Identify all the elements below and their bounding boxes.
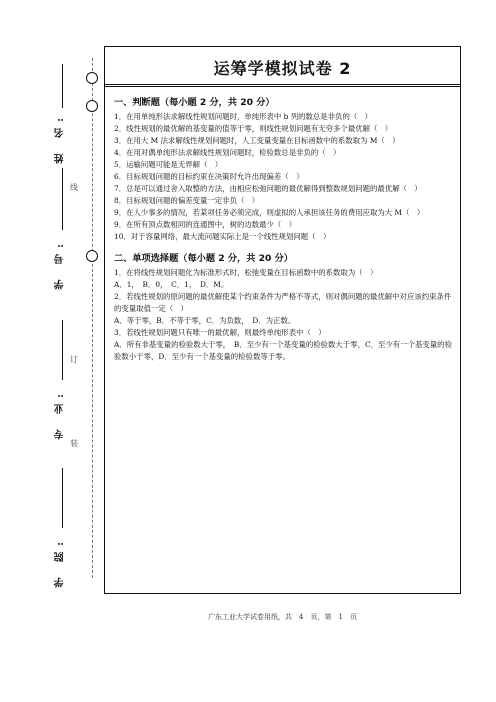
answer-options: A．等于零，B．不等于零，C．为负数， D．为正数。	[114, 315, 296, 325]
section-spacer	[114, 244, 452, 250]
major-fill-line	[62, 320, 63, 380]
question-item: 1．在用单纯形法求解线性规划问题时，单纯形表中 b 列的数总是非负的（ ）	[114, 112, 373, 121]
field-label-major: 专 业:	[55, 388, 66, 440]
exam-content	[114, 94, 452, 363]
answer-options: A．1， B．0， C．1， D．M。	[114, 279, 229, 289]
question-item: 4．在用对偶单纯形法求解线性规划问题时，检验数总是非负的（ ）	[114, 148, 341, 158]
name-fill-line	[62, 64, 63, 108]
section-heading-true-false: 一、判断题（每小题 2 分，共 20 分）	[114, 97, 275, 108]
binding-hole-upper	[86, 100, 98, 112]
page-footer: 广东工业大学试卷用纸，共 4 页，第 1 页	[208, 613, 357, 621]
section-heading-single-choice: 二、单项选择题（每小题 2 分，共 20 分）	[114, 252, 293, 264]
student-id-fill-line	[62, 168, 63, 230]
page-title: 运筹学模拟试卷 2	[213, 59, 352, 78]
binding-hole-top	[86, 72, 98, 84]
binding-hole-middle	[86, 250, 98, 262]
cut-word-xian: 线	[70, 183, 78, 192]
answer-options: A．所有非基变量的检验数大于零， B．至少有一个基变量的检验数大于零，C．至少有一个基变量的检验数小于零，D．至少有一个基变量的检验数等于零。	[114, 339, 452, 361]
question-item: 9．在所有顶点数相同的连通图中，树的边数最少（ ）	[114, 220, 297, 230]
field-label-name: 姓 名:	[55, 112, 66, 164]
question-item: 3．在用大 M 法求解线性规划问题时，人工变量变量在目标函数中的系数取为 M（ ）	[114, 136, 400, 146]
question-item: 10．对于容量网络，最大流问题实际上是一个线性规划问题（ ）	[114, 232, 331, 242]
college-fill-line	[62, 468, 63, 528]
title-rule-top	[104, 84, 461, 85]
binding-dashed-line	[92, 58, 93, 578]
question-item: 3．若线性规划问题只有唯一的最优解，则最终单纯形表中（ ）	[114, 327, 326, 337]
question-item: 2．线性规划的最优解的基变量的值等于零，则线性规划问题有无穷多个最优解（ ）	[114, 124, 393, 134]
question-item: 9．在人少事多的情况，若某项任务必须完成，则虚拟的人承担该任务的费用应取为大 M（ ）	[114, 208, 425, 218]
field-label-college: 学 院:	[55, 536, 66, 588]
cut-word-ding: 订	[70, 355, 78, 364]
question-item: 8．目标规划问题的偏差变量一定非负（ ）	[114, 196, 260, 206]
binding-margin	[0, 0, 104, 702]
question-item: 7．总是可以通过舍入取整的方法，由相应松弛问题的最优解得到整数规划问题的最优解（ ）	[114, 184, 422, 194]
title-rule-bottom	[104, 86, 461, 87]
question-item: 2．若线性规划的原问题的最优解使某个约束条件为严格不等式，则对偶问题的最优解中对应该约束条件的变量取值一定（ ）	[114, 291, 452, 313]
cut-word-zhuang: 装	[70, 439, 78, 448]
question-item: 1．在将线性规划问题化为标准形式时，松弛变量在目标函数中的系数取为（ ）	[114, 267, 378, 277]
question-item: 6．目标规划问题的目标约束在决策时允许出现偏差（ ）	[114, 172, 304, 182]
question-item: 5．运输问题可能是无界解（ ）	[114, 160, 223, 170]
field-label-student-id: 学 号:	[55, 238, 66, 290]
